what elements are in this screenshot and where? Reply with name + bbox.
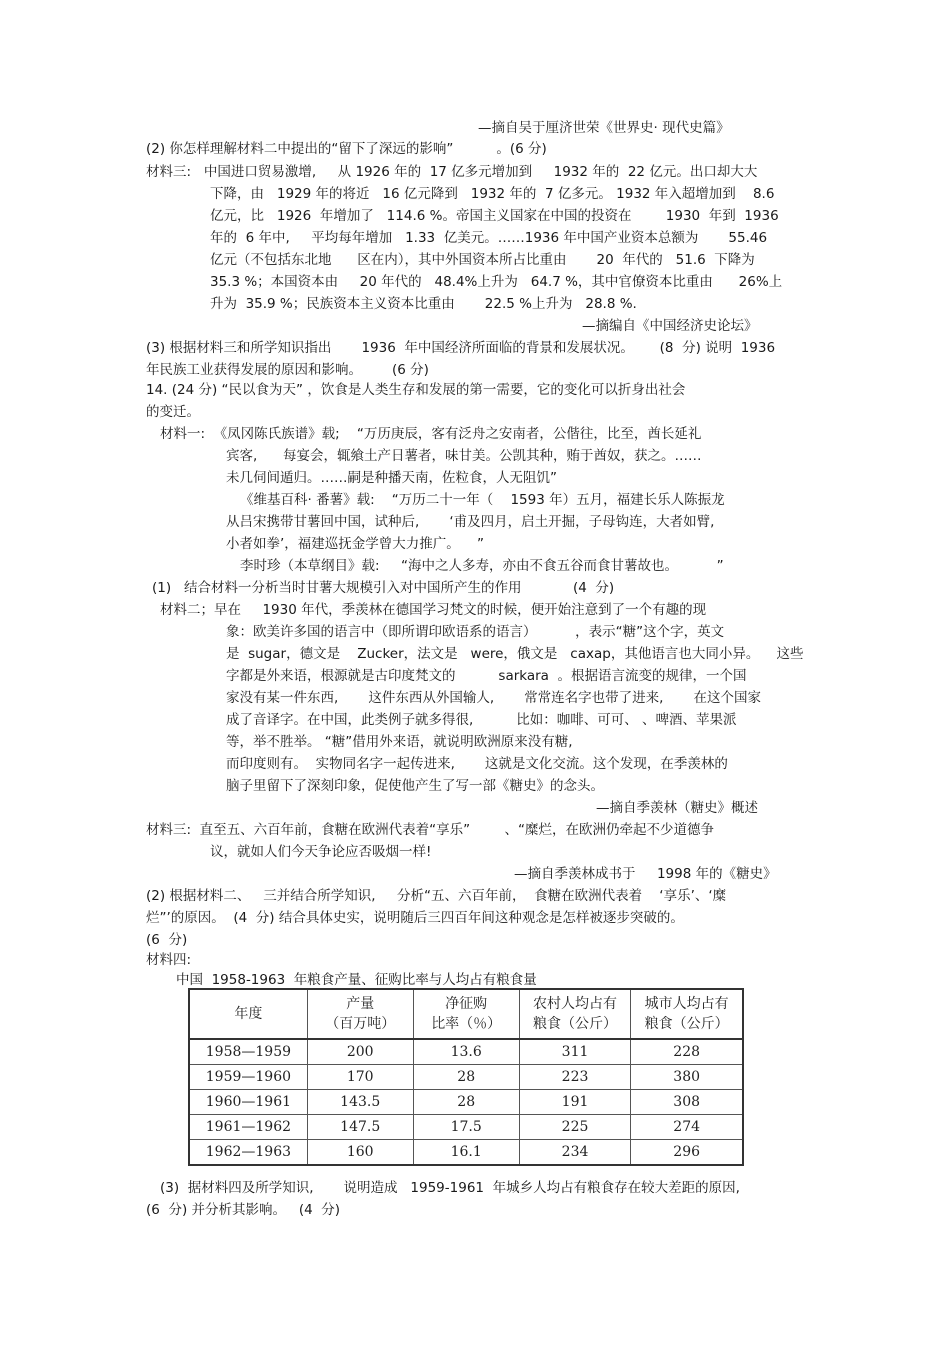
text-line: (3) 根据材料三和所学知识指出 1936 年中国经济所面临的背景和发展状况。 (8 分) 说明 1936 [146, 340, 776, 356]
text-line: (6 分) 并分析其影响。 (4 分) [146, 1202, 341, 1218]
header-rural [519, 989, 631, 1039]
text-line: (6 分) [146, 932, 188, 948]
header-year-line1: 年度 [234, 1006, 263, 1022]
table-body [189, 1039, 743, 1165]
cell-rural: 223 [519, 1065, 631, 1090]
header-year [189, 989, 307, 1039]
text-line: 小者如拳’，福建巡抚金学曾大力推广。 ” [226, 536, 484, 552]
text-line: 35.3 %；本国资本由 20 年代的 48.4%上升为 64.7 %，其中官僚资本比重由 26%上 [210, 274, 783, 290]
table-title: 中国 1958-1963 年粮食产量、征购比率与人均占有粮食量 [176, 972, 537, 988]
header-urban-line2: 粮食（公斤） [644, 1016, 729, 1032]
text-line: 烂”’的原因。 (4 分) 结合具体史实，说明随后三四百年间这种观念是怎样被逐步突破的。 [146, 910, 684, 926]
cell-year: 1961—1962 [189, 1115, 307, 1140]
cell-procurement: 16.1 [413, 1140, 519, 1166]
cell-year: 1958—1959 [189, 1039, 307, 1065]
cell-output: 147.5 [307, 1115, 413, 1140]
cell-urban: 274 [631, 1115, 743, 1140]
text-line: 是 sugar，德文是 Zucker，法文是 were，俄文是 caxap，其他语言也大同小异。 这些 [226, 646, 804, 662]
cell-urban: 296 [631, 1140, 743, 1166]
text-line: 下降，由 1929 年的将近 16 亿元降到 1932 年的 7 亿多元。 1932 年入超增加到 8.6 [210, 186, 775, 202]
cell-output: 170 [307, 1065, 413, 1090]
cell-urban: 308 [631, 1090, 743, 1115]
header-output-line2: （百万吨） [325, 1016, 396, 1032]
text-line: 亿元，比 1926 年增加了 114.6 %。帝国主义国家在中国的投资在 1930 年到 1936 [210, 208, 779, 224]
cell-urban: 228 [631, 1039, 743, 1065]
text-line: 年的 6 年中, 平均每年增加 1.33 亿美元。……1936 年中国产业资本总额为 55.46 [210, 230, 768, 246]
cell-procurement: 13.6 [413, 1039, 519, 1065]
cell-urban: 380 [631, 1065, 743, 1090]
text-line: 议，就如人们今天争论应否吸烟一样! [210, 844, 432, 860]
text-line: 等，举不胜举。 “糖”借用外来语，就说明欧洲原来没有糖, [226, 734, 573, 750]
grain-table [188, 988, 744, 1166]
text-line: 字都是外来语，根源就是古印度梵文的 sarkara 。根据语言流变的规律，一个国 [226, 668, 747, 684]
text-line: 14. (24 分) “民以食为天” ，饮食是人类生存和发展的第一需要，它的变化可以折身出社会 [146, 382, 686, 398]
cell-rural: 191 [519, 1090, 631, 1115]
header-rural-line2: 粮食（公斤） [533, 1016, 618, 1032]
text-line: (3) 据材料四及所学知识, 说明造成 1959-1961 年城乡人均占有粮食存在较大差距的原因, [160, 1180, 740, 1196]
text-line: 从吕宋携带甘薯回中国，试种后, ‘甫及四月，启土开掘，子母钩连，大者如臂, [226, 514, 715, 530]
text-line: 年民族工业获得发展的原因和影响。 (6 分) [146, 362, 429, 378]
header-procurement-line1: 净征购 [445, 996, 488, 1012]
cell-procurement: 28 [413, 1090, 519, 1115]
text-line: 的变迁。 [146, 404, 200, 420]
table-row [189, 1065, 743, 1090]
text-line: 亿元（不包括东北地 区在内），其中外国资本所占比重由 20 年代的 51.6 下降为 [210, 252, 755, 268]
text-line: (1) 结合材料一分析当时甘薯大规模引入对中国所产生的作用 (4 分) [152, 580, 615, 596]
text-line: —摘自吴于厘济世荣《世界史· 现代史篇》 [478, 120, 730, 136]
table-row [189, 1039, 743, 1065]
text-line: —摘编自《中国经济史论坛》 [582, 318, 758, 334]
text-line: (2) 你怎样理解材料二中提出的“留下了深远的影响” 。(6 分) [146, 141, 547, 157]
text-line: 而印度则有。 实物同名字一起传进来, 这就是文化交流。这个发现，在季羡林的 [226, 756, 728, 772]
text-line: 成了音译字。在中国，此类例子就多得很, 比如：咖啡、可可、 、啤酒、苹果派 [226, 712, 737, 728]
text-line: 李时珍（本草纲目》载: “海中之人多寿，亦由不食五谷而食甘薯故也。 ” [240, 558, 724, 574]
text-line: 材料四: [146, 952, 192, 968]
header-output [307, 989, 413, 1039]
text-line: (2) 根据材料二、 三并结合所学知识, 分析“五、六百年前， 食糖在欧洲代表着 ‘享乐’、‘糜 [146, 888, 727, 904]
cell-year: 1960—1961 [189, 1090, 307, 1115]
text-line: 象：欧美许多国的语言中（即所谓印欧语系的语言） ，表示“糖”这个字，英文 [226, 624, 725, 640]
text-line: 脑子里留下了深刻印象，促使他产生了写一部《糖史》的念头。 [226, 778, 604, 794]
header-output-line1: 产量 [346, 996, 375, 1012]
header-urban-line1: 城市人均占有 [644, 996, 729, 1012]
cell-rural: 311 [519, 1039, 631, 1065]
header-procurement-line2: 比率（％） [431, 1016, 502, 1032]
cell-output: 200 [307, 1039, 413, 1065]
text-line: 升为 35.9 %；民族资本主义资本比重由 22.5 %上升为 28.8 %. [210, 296, 637, 312]
text-line: 材料三: 直至五、六百年前，食糖在欧洲代表着“享乐” 、“糜烂，在欧洲仍牵起不少道德争 [146, 822, 714, 838]
text-line: 《维基百科· 番薯》载: “万历二十一年（ 1593 年）五月，福建长乐人陈振龙 [240, 492, 725, 508]
table-row [189, 1140, 743, 1166]
text-line: 家没有某一件东西, 这件东西从外国输人, 常常连名字也带了进来, 在这个国家 [226, 690, 761, 706]
cell-rural: 225 [519, 1115, 631, 1140]
cell-output: 160 [307, 1140, 413, 1166]
cell-output: 143.5 [307, 1090, 413, 1115]
cell-year: 1959—1960 [189, 1065, 307, 1090]
header-procurement [413, 989, 519, 1039]
text-line: —摘自季羡林成书于 1998 年的《糖史》 [514, 866, 777, 882]
cell-year: 1962—1963 [189, 1140, 307, 1166]
text-line: 未几伺间遁归。……嗣是种播天南，佐粒食，人无阻饥” [226, 470, 557, 486]
header-rural-line1: 农村人均占有 [533, 996, 618, 1012]
text-line: 材料二；早在 1930 年代，季羡林在德国学习梵文的时候，便开始注意到了一个有趣的现 [160, 602, 707, 618]
cell-procurement: 28 [413, 1065, 519, 1090]
header-urban [631, 989, 743, 1039]
table-header-row [189, 989, 743, 1039]
text-line: 材料一: 《凤冈陈氏族谱》载; “万历庚辰，客有泛舟之安南者，公偕往，比至，酋长延礼 [160, 426, 702, 442]
text-line: 宾客, 每宴会，辄飨土产日薯者，味甘美。公凯其种，贿于酋奴，获之。…… [226, 448, 702, 464]
text-line: —摘自季羡林（糖史》概述 [596, 800, 758, 816]
table-row [189, 1115, 743, 1140]
cell-procurement: 17.5 [413, 1115, 519, 1140]
text-line: 材料三: 中国进口贸易激增, 从 1926 年的 17 亿多元增加到 1932 年的 22 亿元。出口却大大 [146, 164, 758, 180]
cell-rural: 234 [519, 1140, 631, 1166]
table-row [189, 1090, 743, 1115]
